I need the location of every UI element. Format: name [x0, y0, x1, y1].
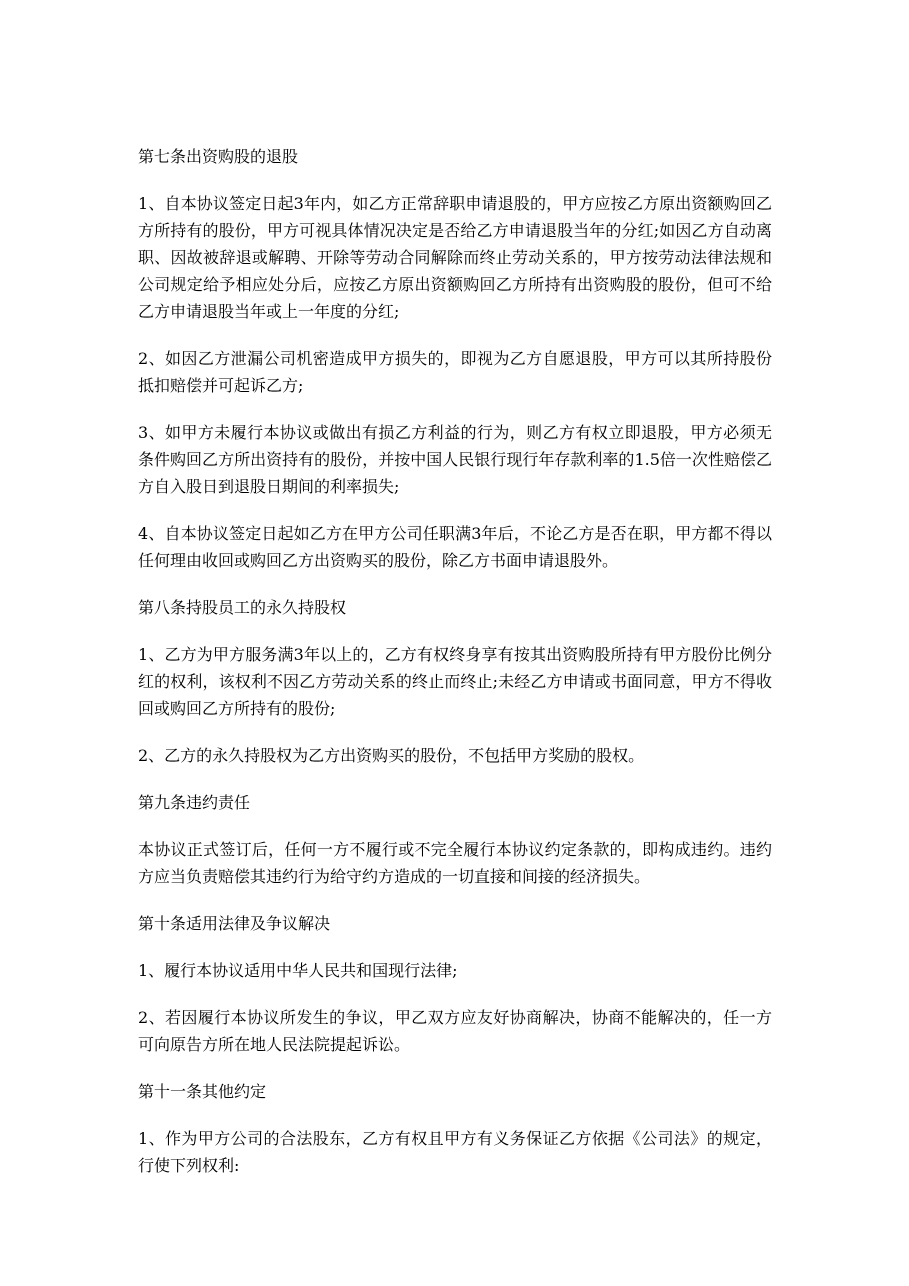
paragraph-8-2: 2、乙方的永久持股权为乙方出资购买的股份，不包括甲方奖励的股权。 [138, 746, 645, 765]
section-heading-10: 第十条适用法律及争议解决 [138, 914, 331, 933]
paragraph-7-2: 2、如因乙方泄漏公司机密造成甲方损失的，即视为乙方自愿退股，甲方可以其所持股份抵扣赔偿并可起诉乙方; [138, 349, 772, 395]
paragraph-7-4: 4、自本协议签定日起如乙方在甲方公司任职满3年后，不论乙方是否在职，甲方都不得以任何理由收回或购回乙方出资购买的股份，除乙方书面申请退股外。 [138, 524, 772, 570]
paragraph-9-1: 本协议正式签订后，任何一方不履行或不完全履行本协议约定条款的，即构成违约。违约方应当负责赔偿其违约行为给守约方造成的一切直接和间接的经济损失。 [138, 840, 772, 886]
paragraph-10-1: 1、履行本协议适用中华人民共和国现行法律; [138, 961, 458, 980]
section-heading-7: 第七条出资购股的退股 [138, 147, 299, 166]
section-heading-8: 第八条持股员工的永久持股权 [138, 598, 347, 617]
paragraph-10-2: 2、若因履行本协议所发生的争议，甲乙双方应友好协商解决，协商不能解决的，任一方可向原告方所在地人民法院提起诉讼。 [138, 1008, 772, 1054]
paragraph-8-1: 1、乙方为甲方服务满3年以上的，乙方有权终身享有按其出资购股所持有甲方股份比例分红的权利，该权利不因乙方劳动关系的终止而终止;未经乙方申请或书面同意，甲方不得收回或购回乙方所持有的股份; [138, 645, 772, 718]
paragraph-11-1: 1、作为甲方公司的合法股东，乙方有权且甲方有义务保证乙方依据《公司法》的规定，行使下列权利: [138, 1129, 772, 1175]
section-heading-11: 第十一条其他约定 [138, 1082, 267, 1101]
paragraph-7-3: 3、如甲方未履行本协议或做出有损乙方利益的行为，则乙方有权立即退股，甲方必须无条件购回乙方所出资持有的股份，并按中国人民银行现行年存款利率的1.5倍一次性赔偿乙方自入股日到退股日期间的利率损失; [138, 423, 772, 496]
document-body [138, 143, 772, 1179]
paragraph-7-1: 1、自本协议签定日起3年内，如乙方正常辞职申请退股的，甲方应按乙方原出资额购回乙方所持有的股份，甲方可视具体情况决定是否给乙方申请退股当年的分红;如因乙方自动离职、因故被辞退或解聘、开除等劳动合同解除而终止劳动关系的，甲方按劳动法律法规和公司规定给予相应处分后，应按乙方原出资额购回乙方所持有出资购股的股份，但可不给乙方申请退股当年或上一年度的分红; [138, 194, 772, 321]
section-heading-9: 第九条违约责任 [138, 793, 251, 812]
